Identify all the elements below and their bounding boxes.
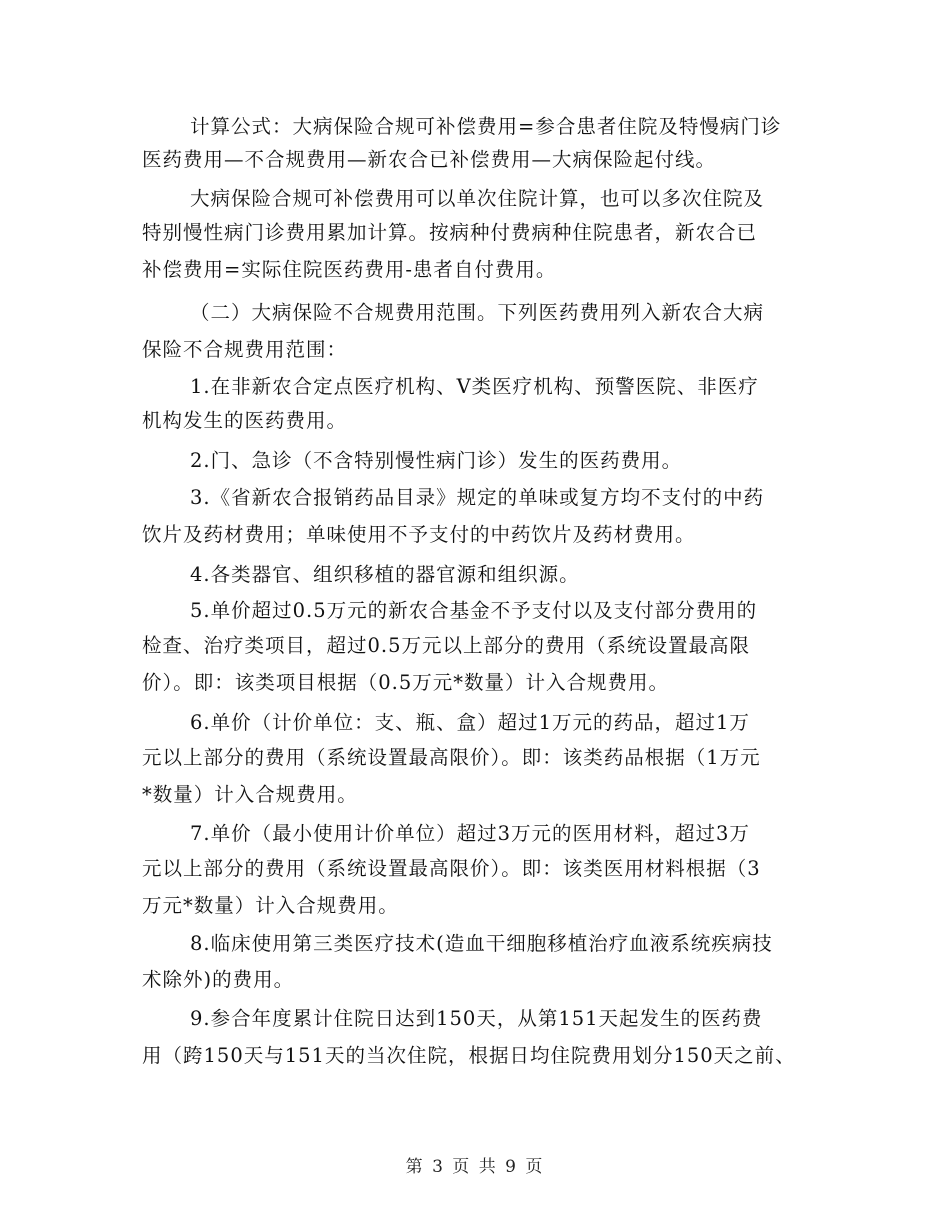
text-line: 元以上部分的费用（系统设置最高限价）。即：该类药品根据（1万元 [142, 746, 761, 769]
text-line: 大病保险合规可补偿费用可以单次住院计算，也可以多次住院及 [190, 187, 765, 210]
text-line: 检查、治疗类项目，超过0.5万元以上部分的费用（系统设置最高限 [142, 634, 751, 657]
text-line: 用（跨150天与151天的当次住院，根据日均住院费用划分150天之前、 [142, 1044, 796, 1067]
text-line: 5.单价超过0.5万元的新农合基金不予支付以及支付部分费用的 [190, 599, 758, 622]
text-line: 保险不合规费用范围： [142, 338, 348, 361]
text-line: 饮片及药材费用；单味使用不予支付的中药饮片及药材费用。 [142, 523, 696, 546]
text-line: *数量）计入合规费用。 [142, 783, 358, 806]
text-line: 医药费用—不合规费用—新农合已补偿费用—大病保险起付线。 [142, 148, 717, 171]
text-line: 价）。即：该类项目根据（0.5万元*数量）计入合规费用。 [142, 671, 670, 694]
text-line: 补偿费用=实际住院医药费用-患者自付费用。 [142, 258, 557, 281]
text-line: 6.单价（计价单位：支、瓶、盒）超过1万元的药品，超过1万 [190, 711, 750, 734]
text-line: 术除外)的费用。 [142, 968, 295, 991]
text-line: 2.门、急诊（不含特别慢性病门诊）发生的医药费用。 [190, 449, 683, 472]
text-line: 计算公式：大病保险合规可补偿费用=参合患者住院及特慢病门诊 [190, 115, 782, 138]
text-line: 4.各类器官、组织移植的器官源和组织源。 [190, 563, 580, 586]
text-line: （二）大病保险不合规费用范围。下列医药费用列入新农合大病 [190, 301, 765, 324]
text-line: 元以上部分的费用（系统设置最高限价）。即：该类医用材料根据（3 [142, 857, 761, 880]
text-line: 3.《省新农合报销药品目录》规定的单味或复方均不支付的中药 [190, 486, 765, 509]
text-line: 1.在非新农合定点医疗机构、Ⅴ类医疗机构、预警医院、非医疗 [190, 375, 759, 398]
text-line: 特别慢性病门诊费用累加计算。按病种付费病种住院患者，新农合已 [142, 221, 758, 244]
text-line: 8.临床使用第三类医疗技术(造血干细胞移植治疗血液系统疾病技 [190, 932, 773, 955]
page-number-footer: 第 3 页 共 9 页 [405, 1157, 545, 1177]
text-line: 7.单价（最小使用计价单位）超过3万元的医用材料，超过3万 [190, 822, 750, 845]
text-line: 9.参合年度累计住院日达到150天，从第151天起发生的医药费 [190, 1007, 763, 1030]
text-line: 万元*数量）计入合规费用。 [142, 894, 399, 917]
text-line: 机构发生的医药费用。 [142, 409, 348, 432]
